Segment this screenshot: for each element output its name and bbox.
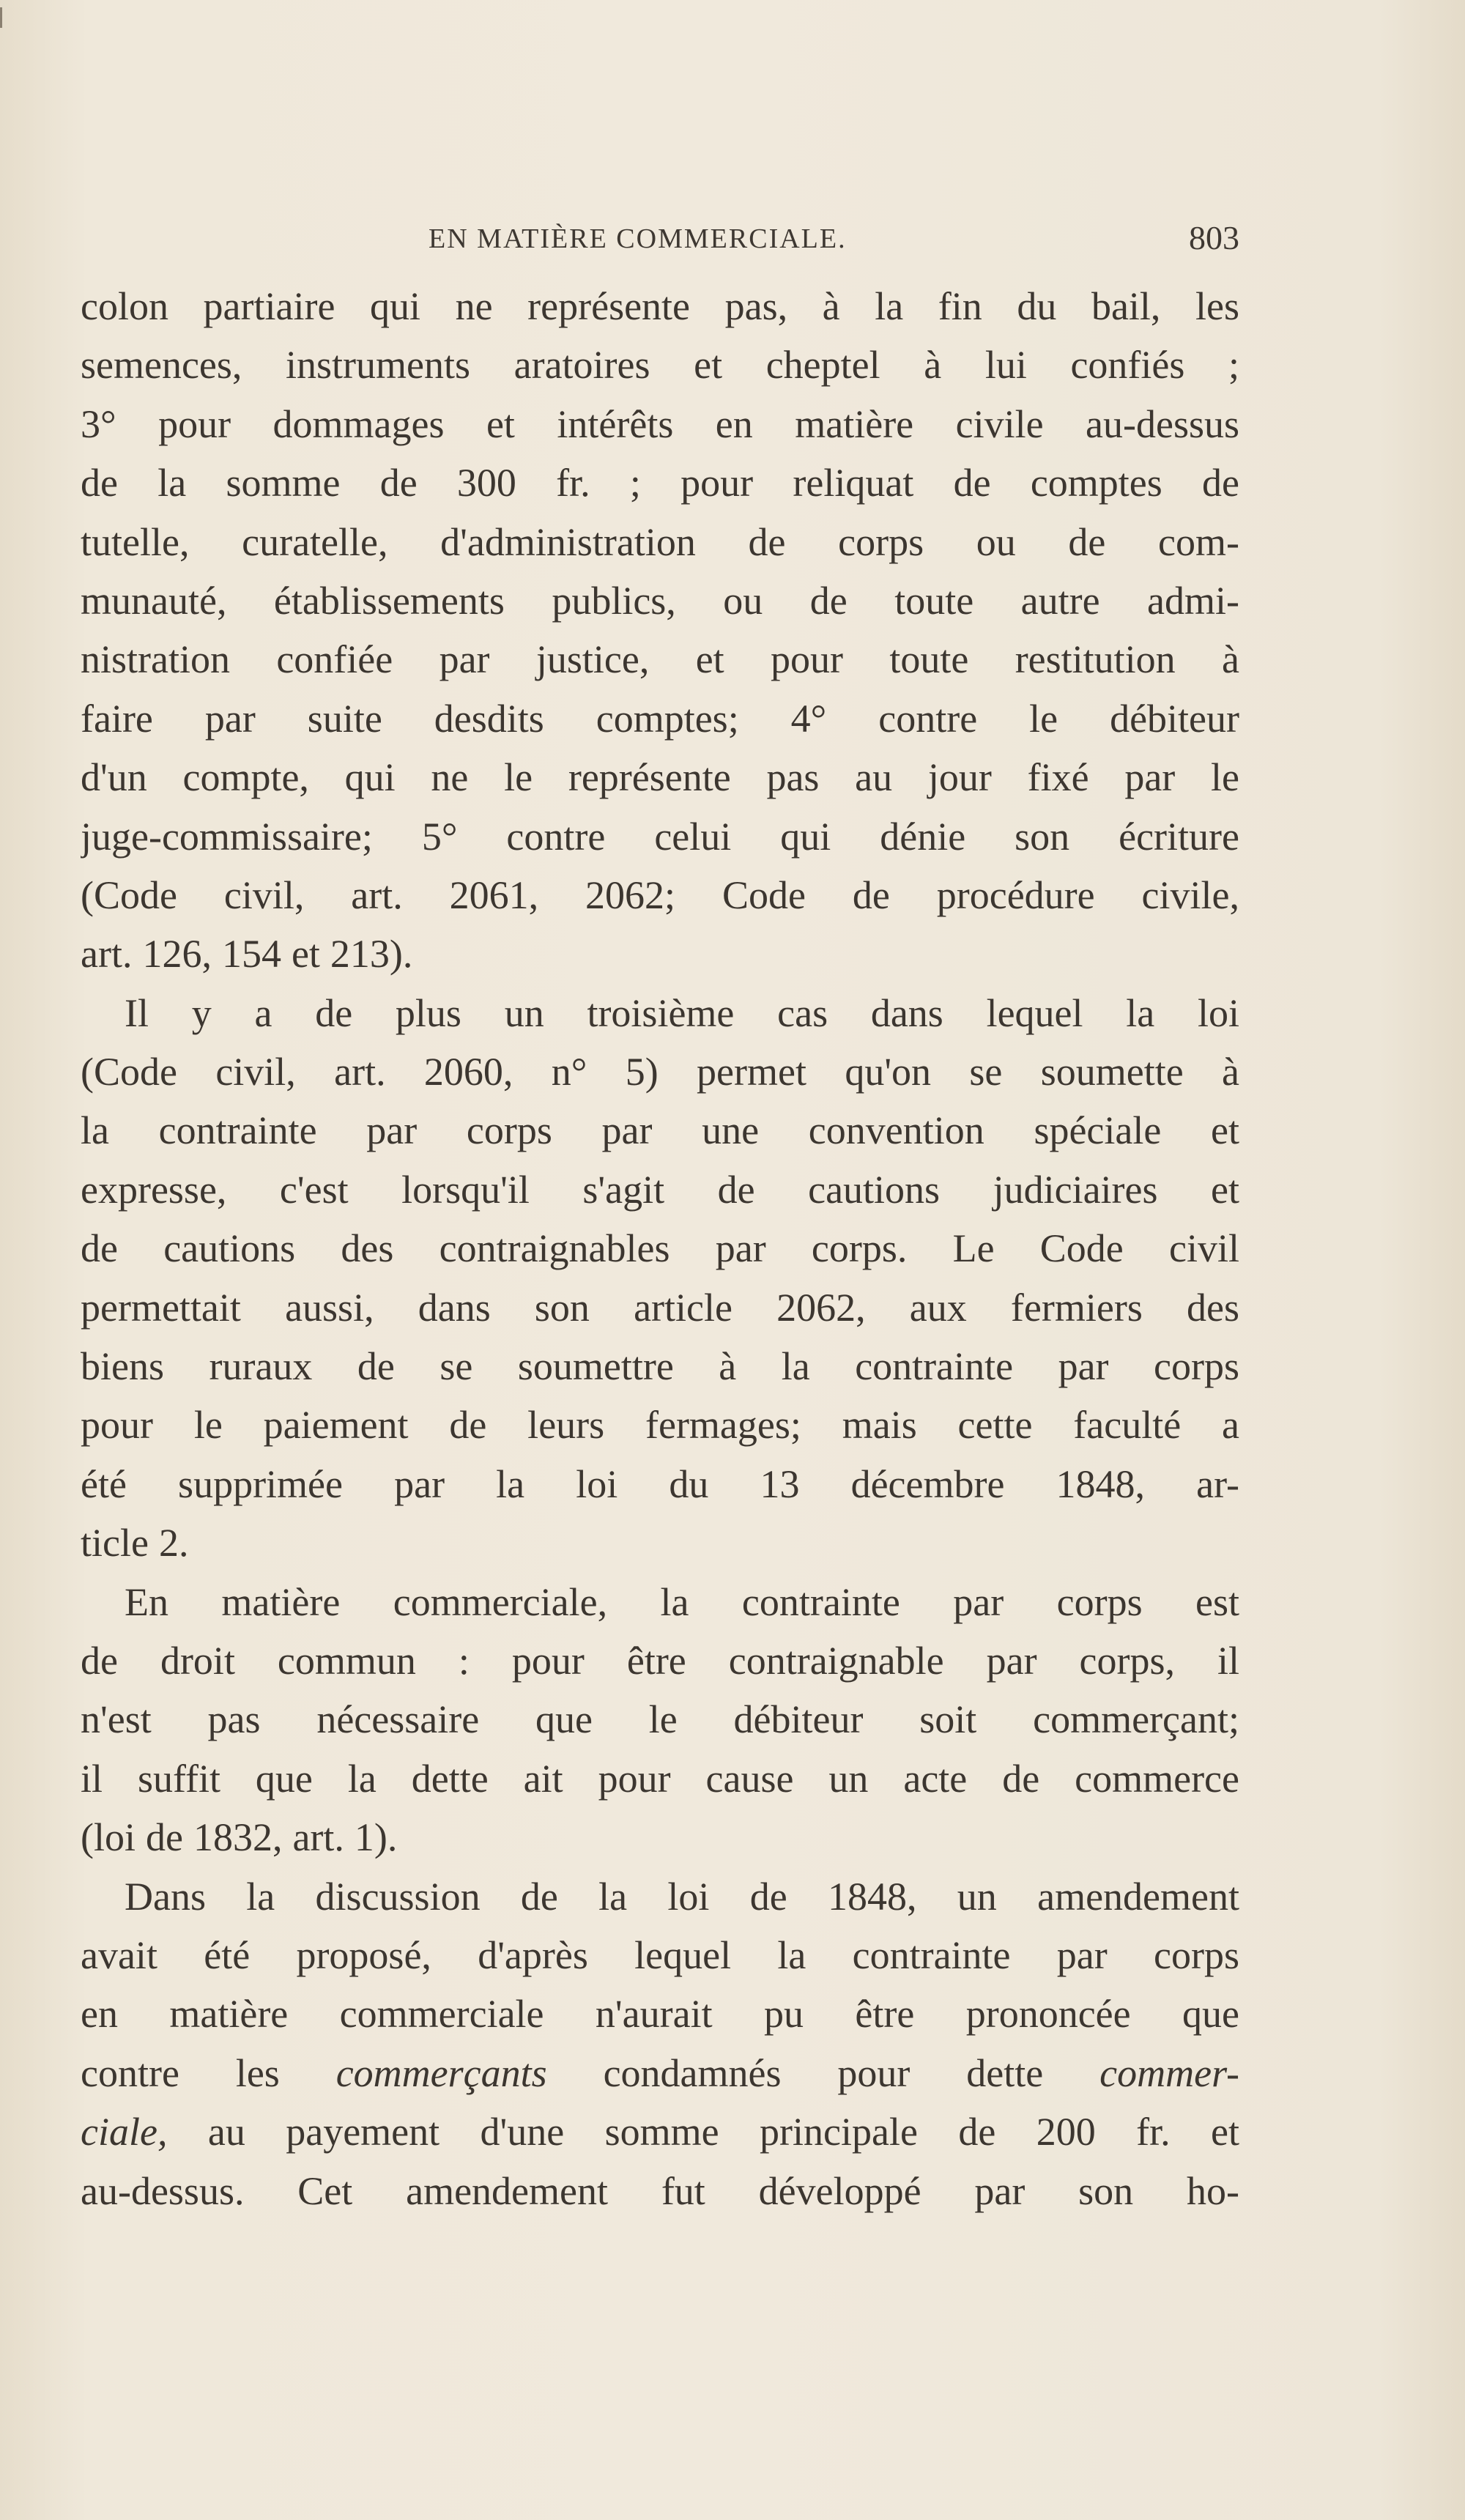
italic-text: commerçants [335,2050,547,2095]
page-header [81,214,1239,259]
text-line: (loi de 1832, art. 1). [81,1815,398,1860]
text-line: de cautions des contraignables par corps. Le Code civil [81,1226,1239,1271]
text-run: condamnés pour dette [603,2050,1044,2095]
text-line: pour le paiement de leurs fermages; mais cette faculté a [81,1403,1239,1448]
text-line: faire par suite desdits comptes; 4° contre le débiteur [81,696,1239,741]
text-line: il suffit que la dette ait pour cause un acte de commerce [81,1756,1239,1801]
text-line: de droit commun : pour être contraignable par corps, il [81,1638,1239,1683]
text-line: expresse, c'est lorsqu'il s'agit de cautions judiciaires et [81,1167,1239,1212]
text-line: art. 126, 154 et 213). [81,932,413,976]
text-line: Il y a de plus un troisième cas dans lequel la loi [125,990,1239,1035]
text-line: Dans la discussion de la loi de 1848, un amendement [125,1874,1239,1919]
text-line: munauté, établissements publics, ou de toute autre admi- [81,578,1239,623]
text-run: au payement d'une somme principale de 200 fr. et [207,2110,1239,2154]
text-line: en matière commerciale n'aurait pu être prononcée que [81,1992,1239,2037]
text-line: (Code civil, art. 2060, n° 5) permet qu'on se soumette à [81,1050,1239,1094]
gutter-mark [0,7,2,28]
text-line: En matière commerciale, la contrainte par corps est [125,1579,1239,1624]
running-head: EN MATIÈRE COMMERCIALE. [429,223,847,254]
text-line: 3° pour dommages et intérêts en matière civile au-dessus [81,401,1239,446]
body-text [81,277,1239,2220]
italic-text: commer- [1099,2050,1239,2095]
text-line-mixed [81,2044,1239,2102]
text-line: été supprimée par la loi du 13 décembre 1848, ar- [81,1461,1239,1506]
page-number: 803 [1189,219,1239,256]
text-line: de la somme de 300 fr. ; pour reliquat de comptes de [81,461,1239,505]
text-line: permettait aussi, dans son article 2062, aux fermiers des [81,1285,1239,1330]
text-line: biens ruraux de se soumettre à la contrainte par corps [81,1344,1239,1389]
text-line: la contrainte par corps par une convention spéciale et [81,1108,1239,1153]
text-line: tutelle, curatelle, d'administration de corps ou de com- [81,519,1239,564]
text-line: au-dessus. Cet amendement fut développé par son ho- [81,2168,1239,2213]
text-line: juge-commissaire; 5° contre celui qui dénie son écriture [81,814,1239,859]
text-line: semences, instruments aratoires et cheptel à lui confiés ; [81,343,1239,388]
text-run: contre les [81,2050,280,2095]
text-line: n'est pas nécessaire que le débiteur soit commerçant; [81,1697,1239,1742]
text-line: (Code civil, art. 2061, 2062; Code de procédure civile, [81,872,1239,917]
text-line: ticle 2. [81,1521,189,1565]
text-line: colon partiaire qui ne représente pas, à la fin du bail, les [81,284,1239,328]
text-line-mixed [81,2102,1239,2161]
text-line: d'un compte, qui ne le représente pas au jour fixé par le [81,755,1239,800]
italic-text: ciale, [81,2110,168,2154]
text-line: nistration confiée par justice, et pour toute restitution à [81,637,1239,682]
text-line: avait été proposé, d'après lequel la contrainte par corps [81,1932,1239,1977]
